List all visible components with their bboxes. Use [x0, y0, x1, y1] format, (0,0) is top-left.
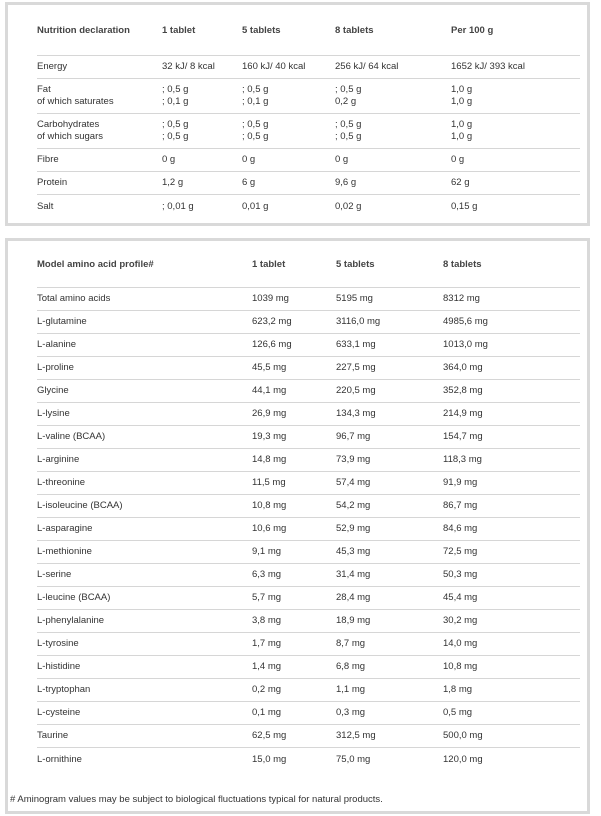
- cell-value: [335, 79, 361, 113]
- cell-value: 30,2 mg: [443, 615, 478, 626]
- cell-value: 50,3 mg: [443, 569, 478, 580]
- cell-value: 75,0 mg: [336, 753, 371, 765]
- table-row: [37, 149, 580, 172]
- row-label: Taurine: [37, 730, 69, 741]
- cell-value: 91,9 mg: [443, 477, 478, 488]
- cell-line: 0,01 g: [242, 200, 269, 212]
- cell-value: 72,5 mg: [443, 546, 478, 557]
- row-label: L-tyrosine: [37, 638, 79, 649]
- row-label: [37, 149, 59, 171]
- cell-value: 8,7 mg: [336, 638, 366, 649]
- column-header: 1 tablet: [162, 25, 196, 36]
- table-row: [37, 56, 580, 79]
- table-row: [37, 114, 580, 149]
- cell-value: [162, 195, 194, 218]
- table-row: [37, 702, 580, 725]
- cell-line: 0 g: [335, 154, 349, 165]
- row-label: L-asparagine: [37, 523, 93, 534]
- cell-value: 1,7 mg: [252, 638, 282, 649]
- amino-acid-profile-panel: [5, 238, 590, 814]
- row-label: L-isoleucine (BCAA): [37, 500, 123, 511]
- cell-value: 52,9 mg: [336, 523, 371, 534]
- cell-value: 1039 mg: [252, 293, 289, 304]
- cell-value: 10,8 mg: [443, 661, 478, 672]
- cell-value: 214,9 mg: [443, 408, 483, 419]
- cell-line: 0 g: [451, 154, 465, 165]
- cell-value: 0,1 mg: [252, 707, 282, 718]
- cell-value: 5,7 mg: [252, 592, 282, 603]
- cell-line: Salt: [37, 200, 54, 212]
- cell-line: ; 0,01 g: [162, 200, 194, 212]
- row-label: L-histidine: [37, 661, 81, 672]
- cell-value: [242, 56, 305, 78]
- cell-line: 6 g: [242, 177, 256, 188]
- table-row: [37, 610, 580, 633]
- cell-value: 11,5 mg: [252, 477, 286, 488]
- header-row: [37, 7, 580, 56]
- table-row: [37, 311, 580, 334]
- column-header: 8 tablets: [335, 25, 374, 36]
- row-label: L-threonine: [37, 477, 86, 488]
- row-label: L-arginine: [37, 454, 80, 465]
- cell-value: 45,3 mg: [336, 546, 371, 557]
- cell-value: [242, 149, 255, 171]
- cell-value: 154,7 mg: [443, 431, 483, 442]
- cell-line: ; 0,5 g: [242, 131, 269, 142]
- cell-line: 0 g: [162, 154, 176, 165]
- table-row: [37, 403, 580, 426]
- cell-value: 45,5 mg: [252, 362, 287, 373]
- cell-value: [451, 56, 525, 78]
- cell-value: 3,8 mg: [252, 615, 282, 626]
- cell-line: of which sugars: [37, 131, 104, 142]
- cell-line: Protein: [37, 177, 68, 188]
- row-label: L-valine (BCAA): [37, 431, 106, 442]
- cell-value: [162, 172, 183, 194]
- table-row: [37, 449, 580, 472]
- table-row: [37, 334, 580, 357]
- cell-value: 3116,0 mg: [336, 316, 381, 327]
- column-header: Model amino acid profile#: [37, 259, 154, 270]
- cell-value: 120,0 mg: [443, 753, 483, 765]
- cell-line: 0,15 g: [451, 200, 478, 212]
- cell-value: [162, 149, 175, 171]
- cell-value: [242, 114, 268, 148]
- cell-value: 10,6 mg: [252, 523, 287, 534]
- cell-value: [451, 149, 464, 171]
- row-label: L-cysteine: [37, 707, 81, 718]
- cell-line: ; 0,1 g: [162, 96, 189, 107]
- cell-value: [335, 149, 348, 171]
- cell-value: 6,8 mg: [336, 661, 366, 672]
- cell-value: 0,3 mg: [336, 707, 366, 718]
- nutrition-table: [37, 7, 580, 218]
- cell-value: 15,0 mg: [252, 753, 287, 765]
- cell-line: Fibre: [37, 154, 59, 165]
- cell-value: [451, 172, 470, 194]
- cell-value: [242, 195, 268, 218]
- cell-value: [451, 79, 472, 113]
- row-label: L-leucine (BCAA): [37, 592, 111, 603]
- cell-value: 134,3 mg: [336, 408, 376, 419]
- table-row: [37, 587, 580, 610]
- row-label: L-phenylalanine: [37, 615, 105, 626]
- cell-value: 26,9 mg: [252, 408, 287, 419]
- table-row: [37, 79, 580, 114]
- nutrition-declaration-panel: [5, 2, 590, 226]
- row-label: L-lysine: [37, 408, 70, 419]
- cell-value: 86,7 mg: [443, 500, 478, 511]
- cell-line: 32 kJ/ 8 kcal: [162, 61, 215, 72]
- cell-value: 4985,6 mg: [443, 316, 488, 327]
- cell-value: 352,8 mg: [443, 385, 483, 396]
- cell-value: [335, 56, 398, 78]
- cell-value: 364,0 mg: [443, 362, 483, 373]
- column-header: 5 tablets: [242, 25, 281, 36]
- cell-line: 1,0 g: [451, 96, 473, 107]
- table-row: [37, 288, 580, 311]
- cell-value: [162, 79, 188, 113]
- cell-value: 1,4 mg: [252, 661, 282, 672]
- cell-value: 8312 mg: [443, 293, 480, 304]
- table-row: [37, 426, 580, 449]
- cell-line: 160 kJ/ 40 kcal: [242, 61, 306, 72]
- cell-value: [335, 114, 361, 148]
- row-label: L-tryptophan: [37, 684, 91, 695]
- table-row: [37, 172, 580, 195]
- row-label: L-alanine: [37, 339, 77, 350]
- cell-line: 62 g: [451, 177, 470, 188]
- cell-value: 14,0 mg: [443, 638, 478, 649]
- column-header: 8 tablets: [443, 259, 482, 270]
- cell-value: 10,8 mg: [252, 500, 287, 511]
- cell-line: 1,0 g: [451, 119, 473, 130]
- cell-line: 256 kJ/ 64 kcal: [335, 61, 399, 72]
- cell-line: ; 0,5 g: [162, 84, 189, 95]
- cell-value: [451, 114, 472, 148]
- cell-value: 0,5 mg: [443, 707, 473, 718]
- row-label: L-proline: [37, 362, 74, 373]
- cell-line: 0,02 g: [335, 200, 362, 212]
- table-row: [37, 656, 580, 679]
- cell-line: 0 g: [242, 154, 256, 165]
- cell-value: 45,4 mg: [443, 592, 478, 603]
- column-header: 1 tablet: [252, 259, 286, 270]
- cell-value: 6,3 mg: [252, 569, 282, 580]
- row-label: [37, 56, 67, 78]
- cell-value: 1,1 mg: [336, 684, 366, 695]
- header-row: [37, 243, 580, 288]
- cell-line: Fat: [37, 84, 51, 95]
- cell-value: 5195 mg: [336, 293, 373, 304]
- cell-line: 0,2 g: [335, 96, 357, 107]
- row-label: [37, 114, 103, 148]
- table-row: [37, 518, 580, 541]
- cell-value: 19,3 mg: [252, 431, 287, 442]
- cell-value: 633,1 mg: [336, 339, 376, 350]
- table-row: [37, 472, 580, 495]
- table-row: [37, 679, 580, 702]
- row-label: L-glutamine: [37, 316, 87, 327]
- cell-value: 500,0 mg: [443, 730, 483, 741]
- cell-value: [242, 172, 255, 194]
- row-label: Glycine: [37, 385, 69, 396]
- column-header: Per 100 g: [451, 25, 494, 36]
- cell-value: 28,4 mg: [336, 592, 371, 603]
- table-row: [37, 495, 580, 518]
- cell-line: ; 0,1 g: [242, 96, 269, 107]
- cell-line: Energy: [37, 61, 68, 72]
- cell-value: 73,9 mg: [336, 454, 371, 465]
- column-header: Nutrition declaration: [37, 25, 130, 36]
- table-row: [37, 380, 580, 403]
- cell-value: 1013,0 mg: [443, 339, 488, 350]
- row-label: L-methionine: [37, 546, 92, 557]
- cell-line: ; 0,5 g: [162, 119, 189, 130]
- cell-value: 126,6 mg: [252, 339, 292, 350]
- cell-value: [162, 56, 215, 78]
- row-label: [37, 172, 67, 194]
- cell-line: ; 0,5 g: [242, 119, 269, 130]
- cell-line: 1,0 g: [451, 84, 473, 95]
- cell-line: 9,6 g: [335, 177, 357, 188]
- row-label: [37, 79, 114, 113]
- cell-line: ; 0,5 g: [242, 84, 269, 95]
- row-label: [37, 195, 53, 218]
- amino-acid-table: [37, 243, 580, 771]
- cell-value: 31,4 mg: [336, 569, 371, 580]
- table-row: [37, 633, 580, 656]
- cell-line: ; 0,5 g: [335, 84, 362, 95]
- row-label: Total amino acids: [37, 293, 111, 304]
- table-row: [37, 564, 580, 587]
- table-row: [37, 748, 580, 771]
- footnote: # Aminogram values may be subject to biological fluctuations typical for natural products.: [10, 794, 383, 805]
- cell-line: 1,0 g: [451, 131, 473, 142]
- cell-line: of which saturates: [37, 96, 114, 107]
- table-row: [37, 725, 580, 748]
- cell-line: 1,2 g: [162, 177, 184, 188]
- cell-line: ; 0,5 g: [162, 131, 189, 142]
- column-header: 5 tablets: [336, 259, 375, 270]
- cell-line: 1652 kJ/ 393 kcal: [451, 61, 525, 72]
- cell-value: [451, 195, 477, 218]
- cell-value: 312,5 mg: [336, 730, 376, 741]
- table-row: [37, 195, 580, 218]
- cell-value: 62,5 mg: [252, 730, 287, 741]
- cell-value: 220,5 mg: [336, 385, 376, 396]
- cell-value: 54,2 mg: [336, 500, 371, 511]
- cell-value: [162, 114, 188, 148]
- cell-line: ; 0,5 g: [335, 131, 362, 142]
- table-row: [37, 357, 580, 380]
- cell-value: 118,3 mg: [443, 454, 482, 465]
- cell-value: 57,4 mg: [336, 477, 371, 488]
- row-label: L-serine: [37, 569, 72, 580]
- cell-value: 44,1 mg: [252, 385, 287, 396]
- cell-value: 0,2 mg: [252, 684, 282, 695]
- cell-value: 84,6 mg: [443, 523, 478, 534]
- cell-value: 1,8 mg: [443, 684, 473, 695]
- table-row: [37, 541, 580, 564]
- cell-value: 96,7 mg: [336, 431, 371, 442]
- cell-line: Carbohydrates: [37, 119, 100, 130]
- cell-value: [335, 172, 356, 194]
- cell-value: 623,2 mg: [252, 316, 292, 327]
- cell-line: ; 0,5 g: [335, 119, 362, 130]
- cell-value: [242, 79, 268, 113]
- row-label: L-ornithine: [37, 753, 82, 765]
- cell-value: [335, 195, 361, 218]
- cell-value: 227,5 mg: [336, 362, 376, 373]
- cell-value: 14,8 mg: [252, 454, 287, 465]
- cell-value: 9,1 mg: [252, 546, 282, 557]
- cell-value: 18,9 mg: [336, 615, 371, 626]
